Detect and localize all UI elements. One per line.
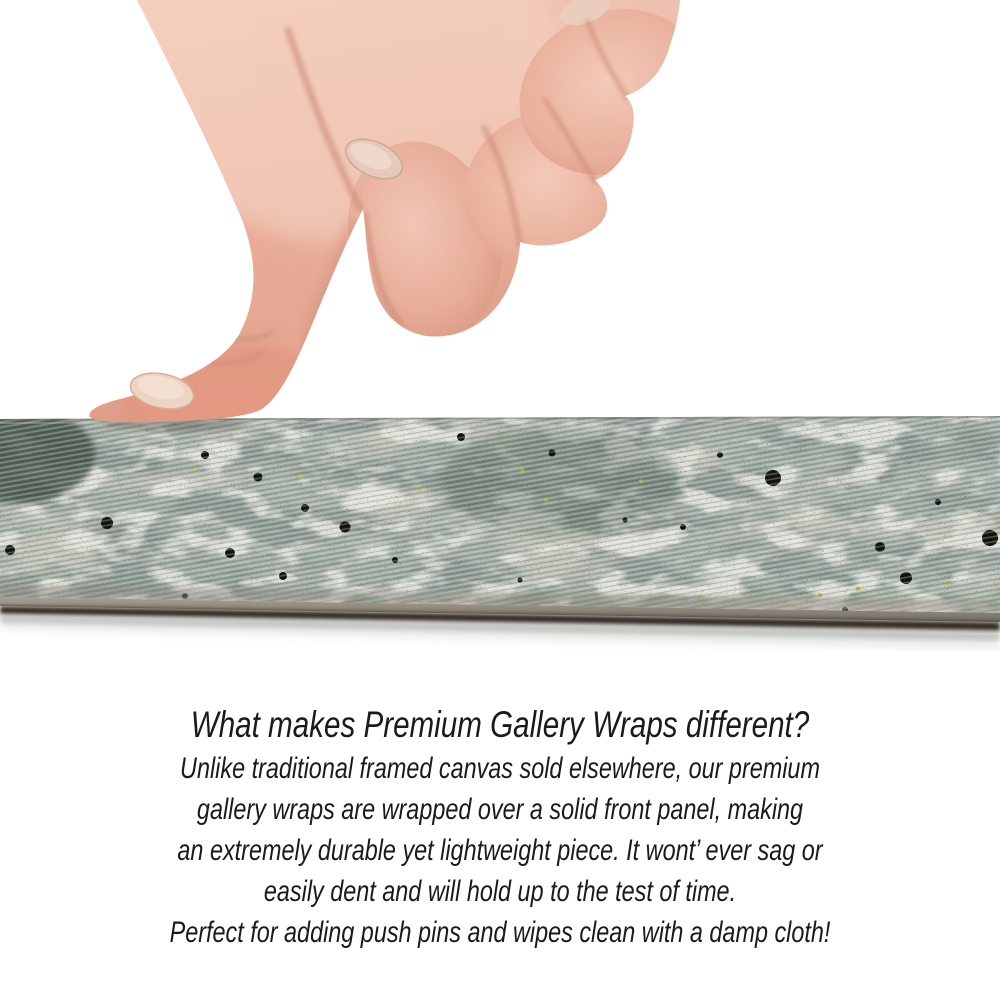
canvas-strip	[0, 407, 1000, 648]
hand-photo	[77, 0, 732, 472]
info-body	[0, 748, 1000, 953]
info-heading: What makes Premium Gallery Wraps different?	[190, 704, 810, 745]
info-line: Unlike traditional framed canvas sold elsewhere, our premium	[180, 752, 820, 785]
info-text	[0, 702, 1000, 953]
info-line: gallery wraps are wrapped over a solid front panel, making	[196, 793, 804, 826]
info-line: easily dent and will hold up to the test of time.	[263, 875, 737, 908]
info-line: an extremely durable yet lightweight piece. It wont’ ever sag or	[177, 834, 823, 867]
info-line: Perfect for adding push pins and wipes clean with a damp cloth!	[169, 916, 831, 949]
